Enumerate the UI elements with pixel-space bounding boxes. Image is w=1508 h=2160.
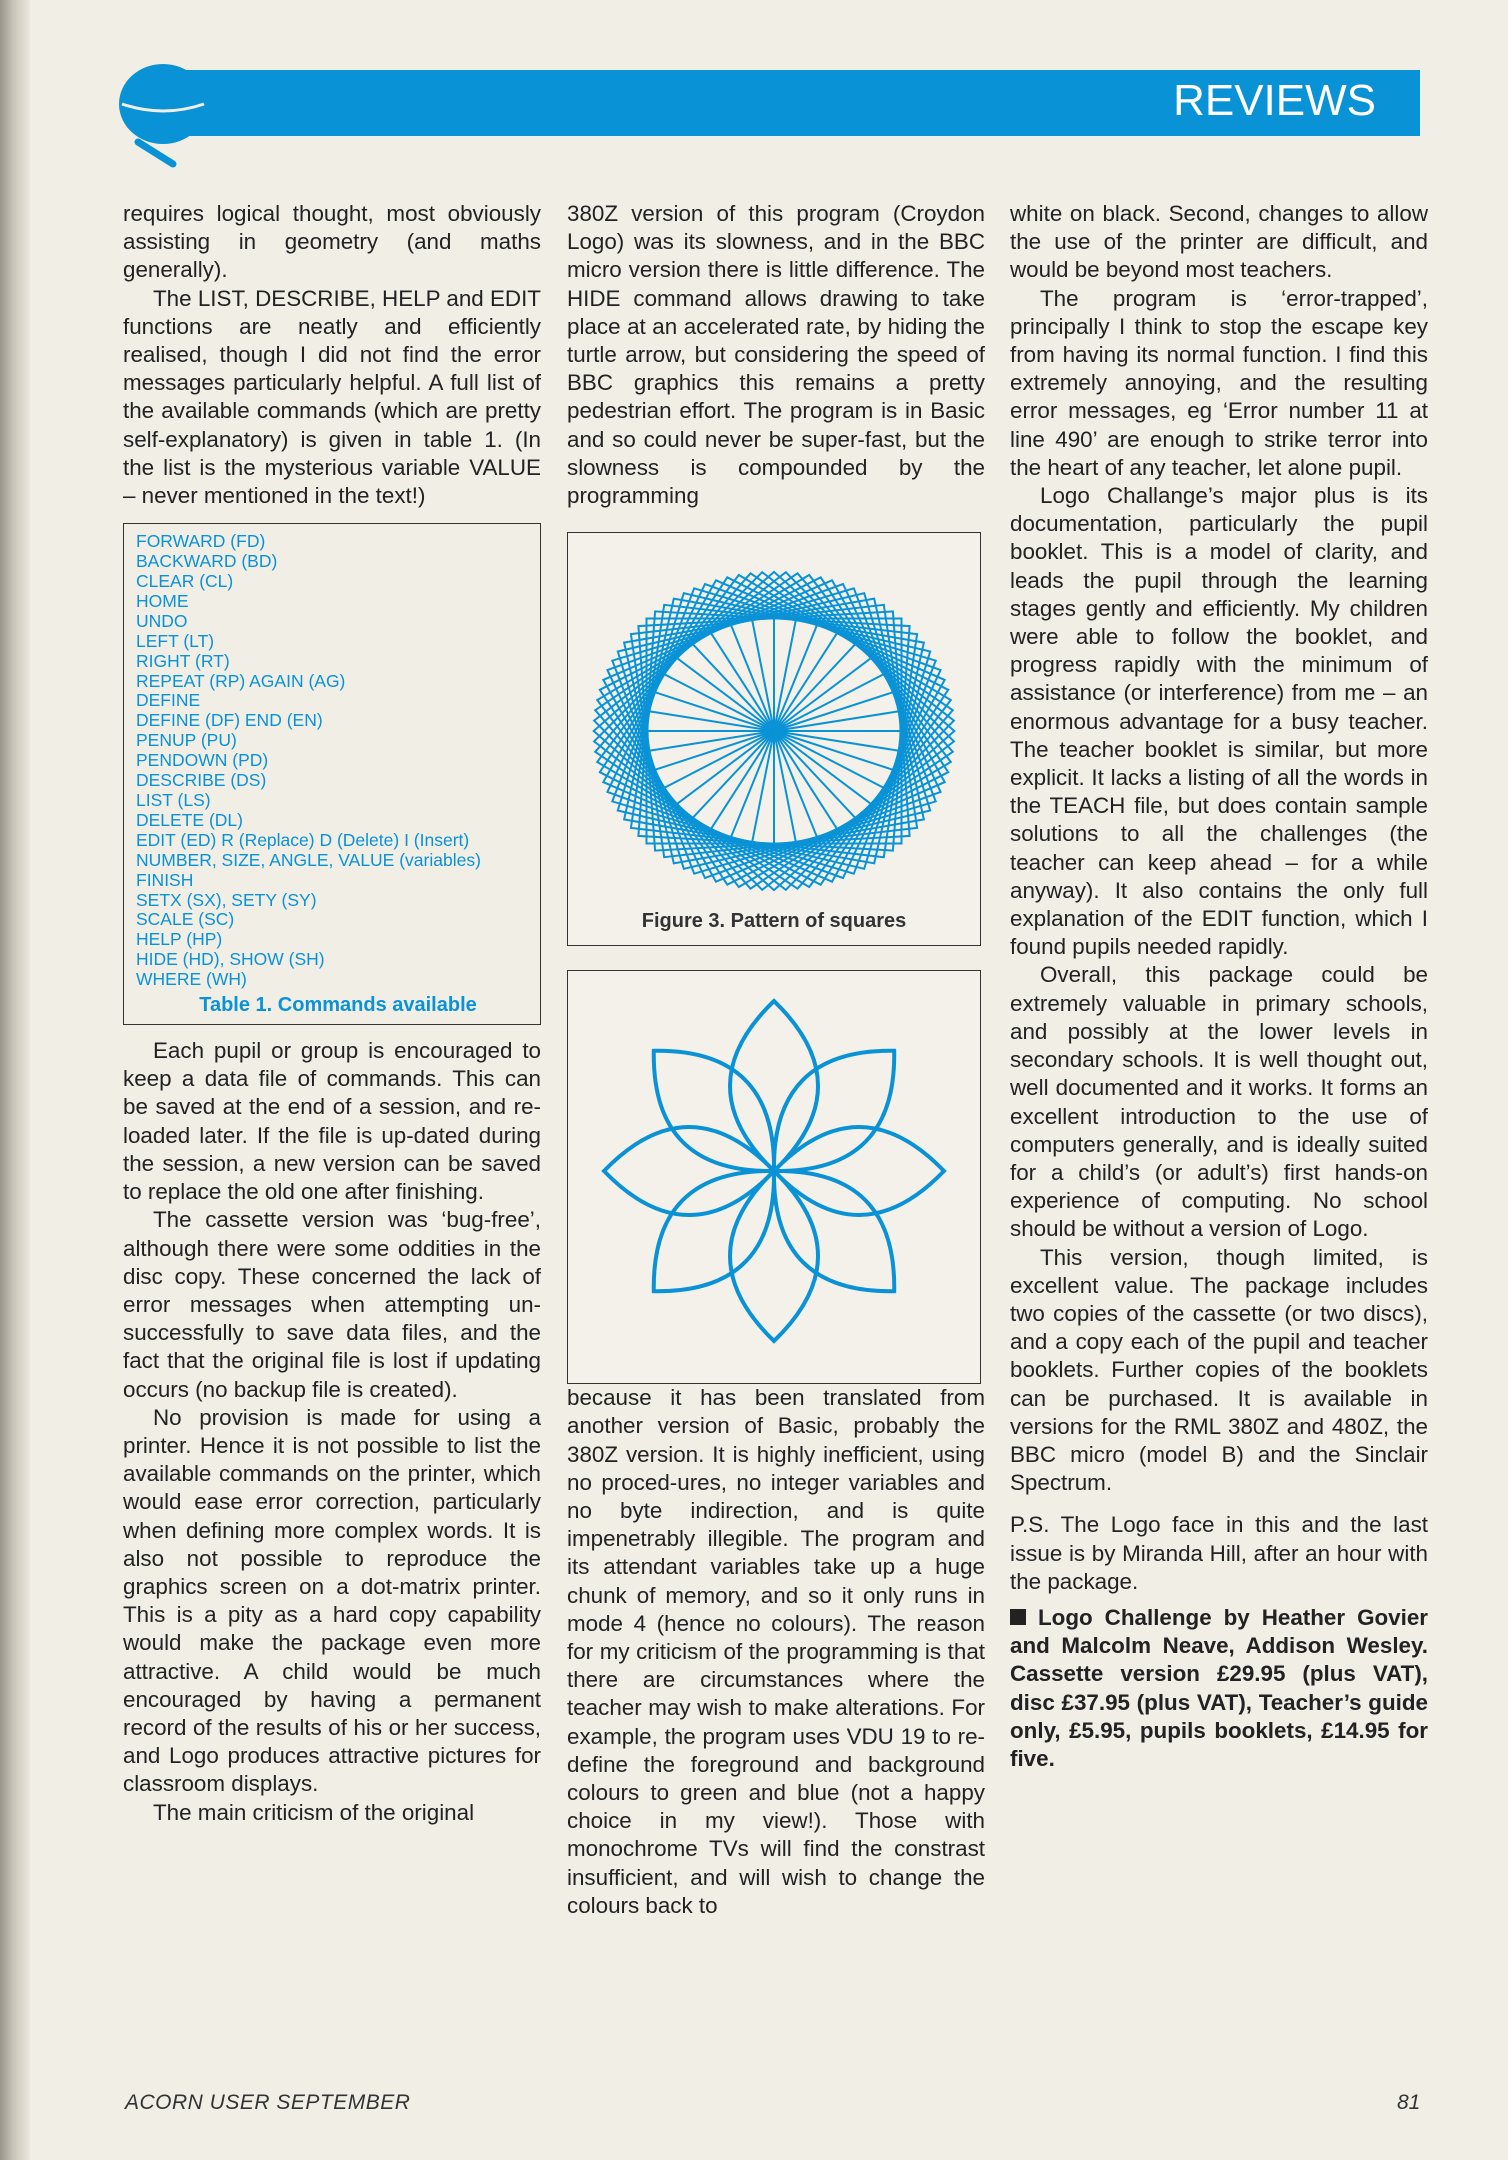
command-row: REPEAT (RP) AGAIN (AG) [136, 670, 346, 691]
page-spine-shadow [0, 0, 30, 2160]
magazine-logo-icon [118, 60, 208, 170]
paragraph: requires logical thought, most obviously assisting in geometry (and maths generally). [123, 201, 541, 283]
column-1 [123, 200, 541, 1827]
paragraph: No provision is made for using a printer. Hence it is not possible to list the available commands on the printer, which would ease error correction, particularly when defining more complex words. It is also not possible to reproduce the graphics screen on a dot-matrix printer. This is a pity as a hard copy capability would make the package even more attractive. A child would be much encouraged by having a permanent record of the results of his or her success, and Logo produces attractive pictures for classroom displays. [123, 1404, 541, 1797]
command-row: EDIT (ED) R (Replace) D (Delete) I (Insert) [136, 829, 470, 850]
command-row: DEFINE (DF) END (EN) [136, 710, 323, 731]
column-3 [1010, 200, 1428, 1773]
command-row: NUMBER, SIZE, ANGLE, VALUE (variables) [136, 849, 481, 870]
paragraph: Overall, this package could be extremely valuable in primary schools, and possibly at the lower levels in secondary schools. It is well thought out, well documented and it works. It forms an excellent introduction to the use of computers generally, and is ideally suited for a child’s (or adult’s) first hands-on experience of computing. No school should be without a version of Logo. [1010, 962, 1428, 1242]
command-row: HIDE (HD), SHOW (SH) [136, 949, 325, 970]
command-row: BACKWARD (BD) [136, 551, 278, 572]
table-caption: Table 1. Commands available [199, 994, 477, 1017]
squares-pattern-graphic [568, 533, 980, 945]
command-row: DEFINE [136, 690, 201, 711]
product-credit [1010, 1604, 1428, 1773]
paragraph: 380Z version of this program (Croydon Logo) was its slowness, and in the BBC micro version there is little difference. The HIDE command allows drawing to take place at an accelerated rate, by hiding the turtle arrow, but considering the speed of BBC graphics this remains a pretty pedestrian effort. The program is in Basic and so could never be super-fast, but the slowness is compounded by the programming [567, 201, 985, 509]
commands-list [136, 532, 540, 990]
command-row: FINISH [136, 869, 194, 890]
paragraph: Logo Challange’s major plus is its documentation, particularly the pupil booklet. This is a model of clarity, and leads the pupil through the learning stages gently and efficiently. My children were able to follow the booklet, and progress rapidly with the minimum of assistance (or interference) from me – an enormous advantage for a busy teacher. The teacher booklet is similar, but more explicit. It lacks a listing of all the words in the TEACH file, but does contain sample solutions to all the challenges (the teacher can keep ahead – for a while anyway). It also contains the only full explanation of the EDIT function, which I found pupils needed rapidly. [1010, 483, 1428, 960]
command-row: SETX (SX), SETY (SY) [136, 889, 317, 910]
command-row: DESCRIBE (DS) [136, 770, 267, 791]
command-row: UNDO [136, 610, 188, 631]
command-row: LIST (LS) [136, 790, 211, 811]
footer-magazine-issue: ACORN USER SEPTEMBER [125, 2091, 411, 2114]
paragraph: The main criticism of the original [153, 1799, 475, 1825]
command-row: LEFT (LT) [136, 630, 215, 651]
figure-pattern-of-squares [567, 532, 981, 946]
command-row: RIGHT (RT) [136, 650, 230, 671]
command-row: HELP (HP) [136, 929, 223, 950]
paragraph: Each pupil or group is encouraged to keep a data file of commands. This can be saved at the end of a session, and re-loaded later. If the file is up-dated during the session, a new version can be saved to replace the old one after finishing. [123, 1038, 541, 1205]
command-row: DELETE (DL) [136, 809, 243, 830]
paragraph: because it has been translated from another version of Basic, probably the 380Z version. It is highly inefficient, using no proced-ures, no integer variables and no byte indirection, and is quite impenetrably illegible. The program and its attendant variables take up a huge chunk of memory, and so it only runs in mode 4 (hence no colours). The reason for my criticism of the programming is that there are circumstances where the teacher may wish to make alterations. For example, the program uses VDU 19 to re-define the foreground and background colours to green and blue (not a happy choice in my view!). Those with monochrome TVs will find the constrast insufficient, and will wish to change the colours back to [567, 1385, 985, 1918]
command-row: WHERE (WH) [136, 969, 247, 990]
column-2 [567, 200, 985, 1920]
product-credit-text: Logo Challenge by Heather Govier and Malcolm Neave, Addison Wesley. Cassette version £29.95 (plus VAT), disc £37.95 (plus VAT), Teacher’s guide only, £5.95, pupils booklets, £14.95 for five. [1010, 1604, 1428, 1771]
command-row: SCALE (SC) [136, 909, 235, 930]
command-row: HOME [136, 590, 189, 611]
figure-caption: Figure 3. Pattern of squares [641, 910, 907, 933]
bullet-square-icon [1010, 1609, 1026, 1625]
command-row: PENDOWN (PD) [136, 750, 269, 771]
paragraph: The cassette version was ‘bug-free’, although there were some oddities in the disc copy. These concerned the lack of error messages when attempting un-successfully to save data files, and the fact that the original file is lost if updating occurs (no backup file is created). [123, 1207, 541, 1402]
figure-flower-pattern [567, 970, 981, 1384]
paragraph: The program is ‘error-trapped’, principally I think to stop the escape key from having its normal function. I find this extremely annoying, and the resulting error messages, eg ‘Error number 11 at line 490’ are enough to strike terror into the heart of any teacher, let alone pupil. [1010, 285, 1428, 480]
section-title: REVIEWS [1173, 76, 1376, 125]
paragraph: The LIST, DESCRIBE, HELP and EDIT functions are neatly and efficiently realised, though I did not find the error messages particularly helpful. A full list of the available commands (which are pretty self-explanatory) is given in table 1. (In the list is the mysterious variable VALUE – never mentioned in the text!) [123, 285, 541, 509]
command-row: CLEAR (CL) [136, 571, 234, 592]
section-header-bar [175, 70, 1420, 136]
paragraph: white on black. Second, changes to allow the use of the printer are difficult, and would be beyond most teachers. [1010, 201, 1428, 283]
flower-pattern-graphic [568, 971, 980, 1383]
paragraph: This version, though limited, is excellent value. The package includes two copies of the cassette (or two discs), and a copy each of the pupil and teacher booklets. Further copies of the booklets can be purchased. It is available in versions for the RML 380Z and 480Z, the BBC micro (model B) and the Sinclair Spectrum. [1010, 1244, 1428, 1496]
page-number: 81 [1397, 2091, 1421, 2114]
command-row: PENUP (PU) [136, 730, 237, 751]
command-row: FORWARD (FD) [136, 531, 266, 552]
postscript: P.S. The Logo face in this and the last issue is by Miranda Hill, after an hour with the package. [1010, 1512, 1428, 1594]
commands-table [123, 523, 541, 1025]
